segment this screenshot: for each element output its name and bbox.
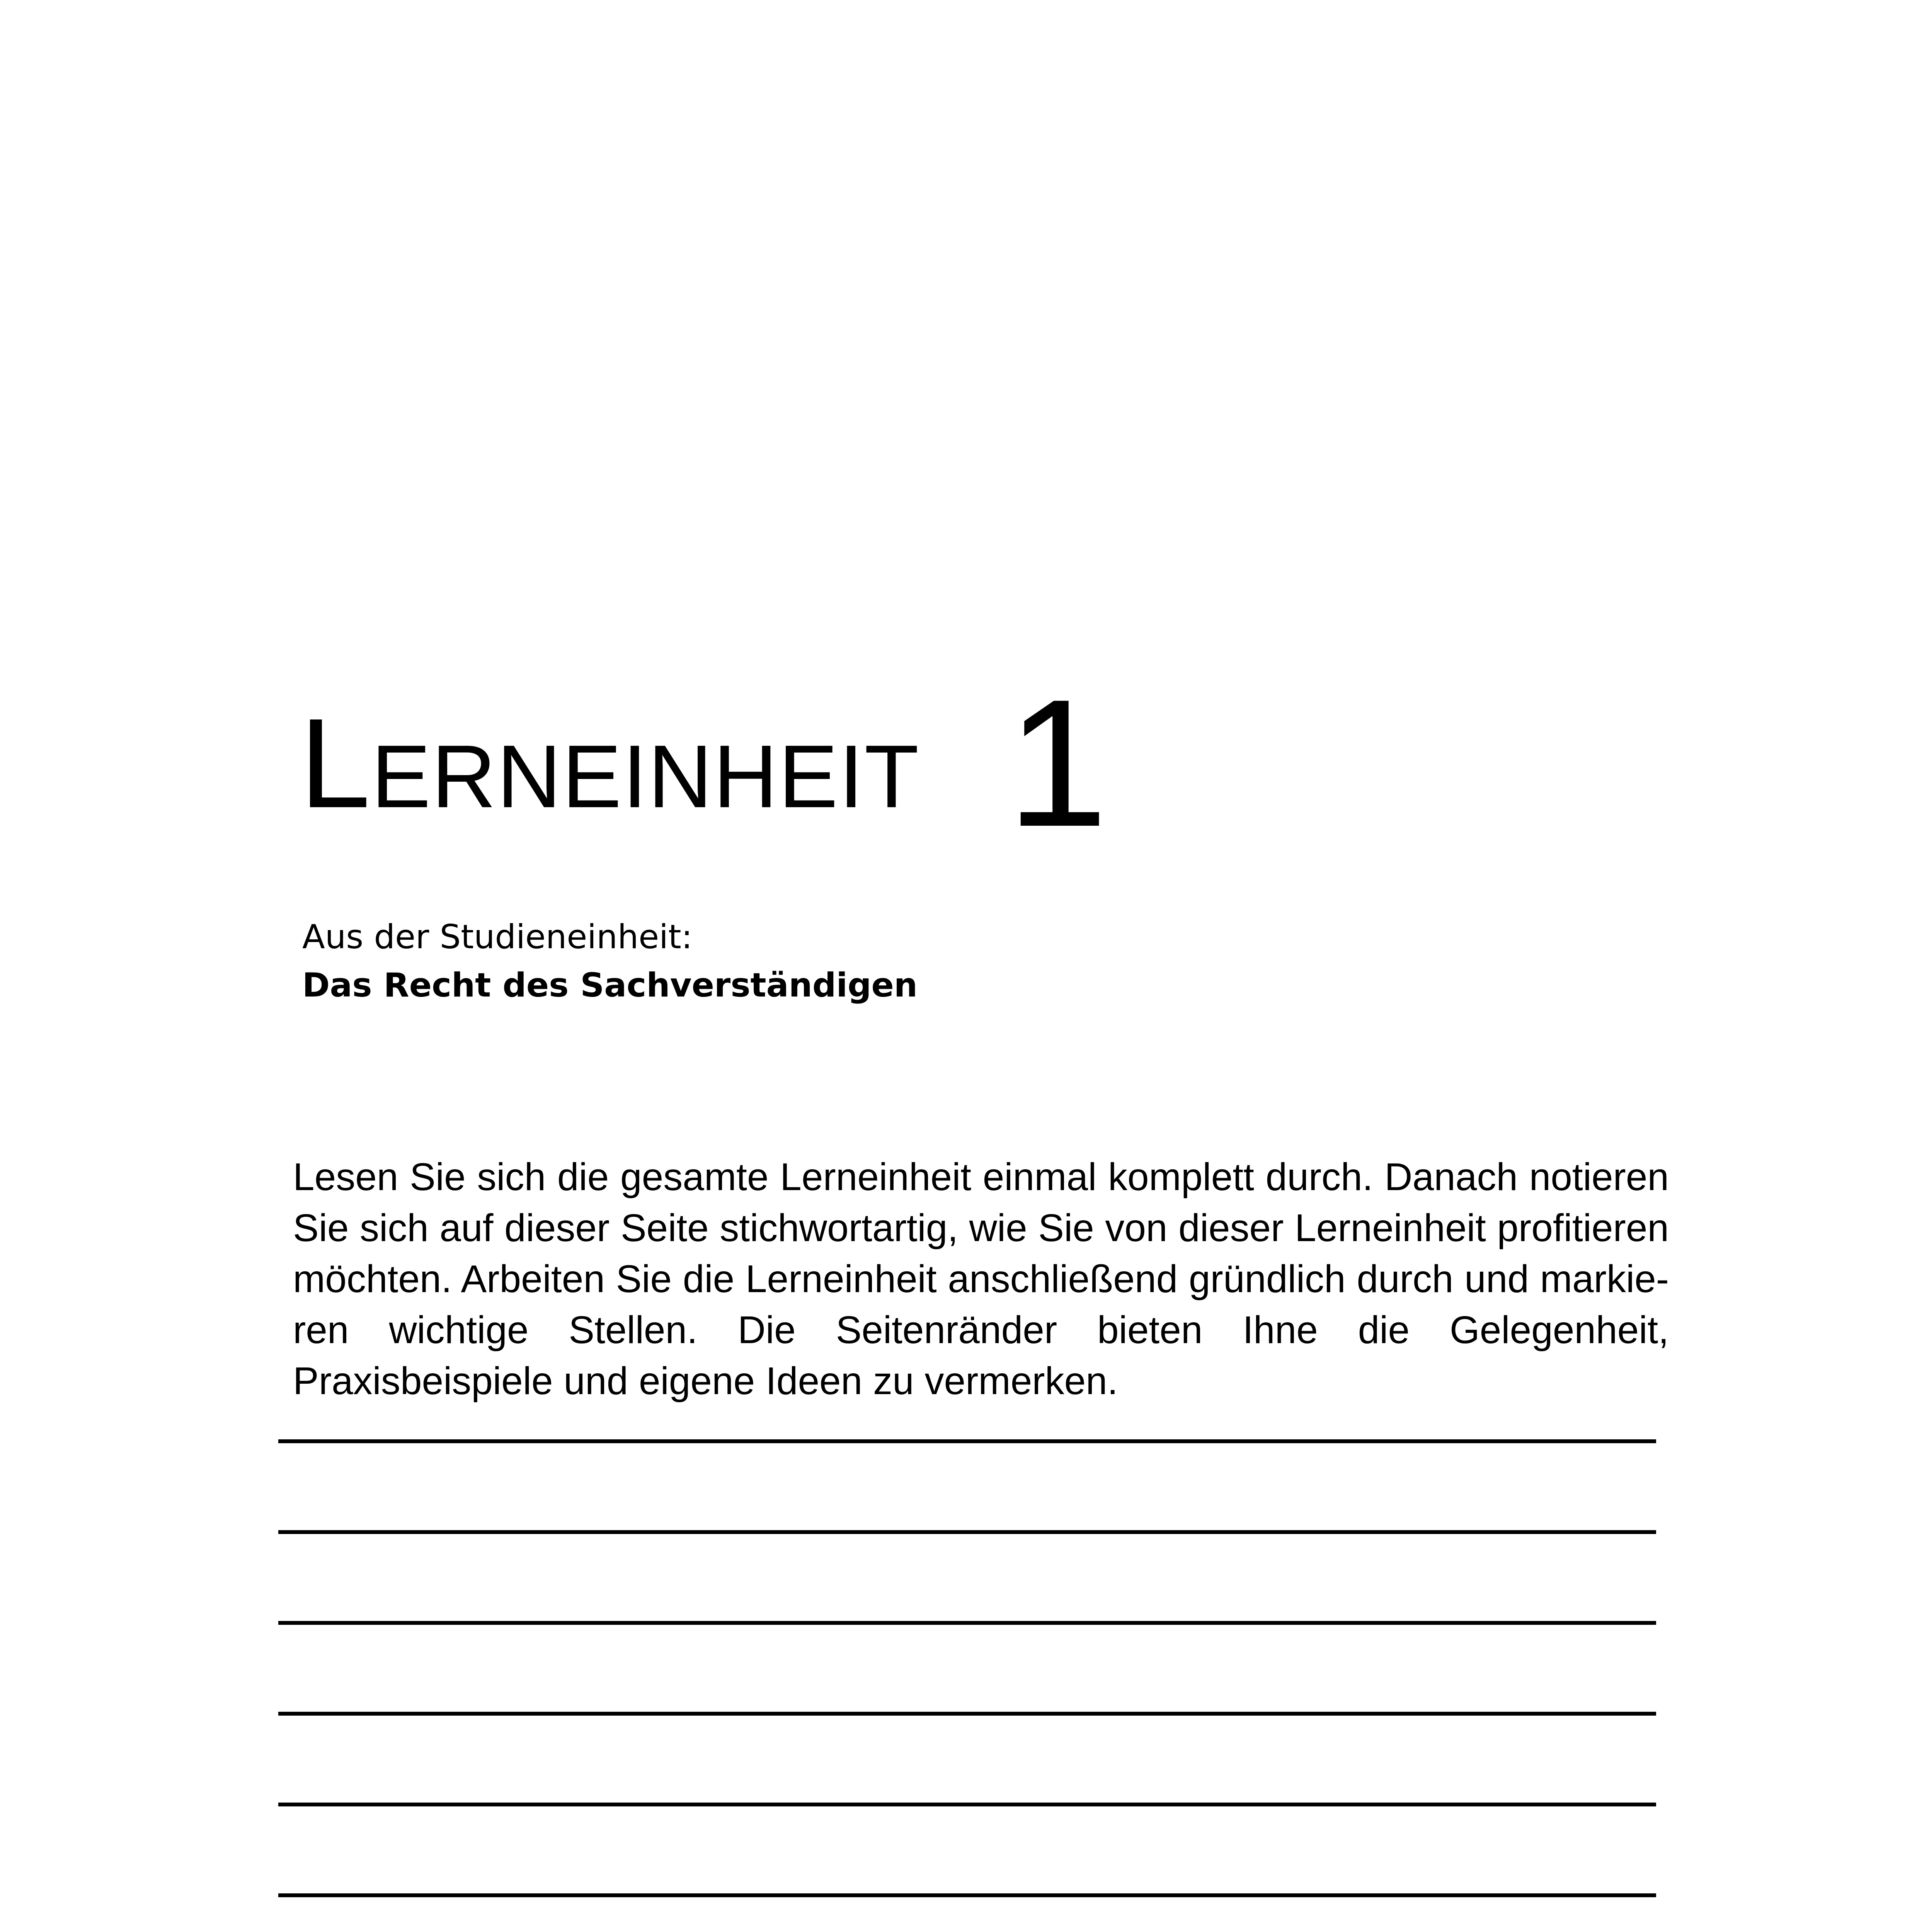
notes-line-5 [278,1803,1656,1806]
unit-heading-word: Lerneinheit [300,692,920,834]
notes-line-4 [278,1712,1656,1716]
notes-line-1 [278,1439,1656,1443]
unit-number: 1 [1007,662,1108,864]
notes-line-6 [278,1893,1656,1897]
instructions-paragraph: Lesen Sie sich die gesamte Lerneinheit einmal komplett durch. Danach notieren Sie sich auf dieser Seite stichwortartig, wie Sie von dieser Lerneinheit profitieren möchten. Arbeiten Sie die Lerneinheit anschließend gründlich durch und markie-ren wichtige Stellen. Die Seitenränder bieten Ihne die Gelegenheit, Praxisbeispiele und eigene Ideen zu vermerken. [293,1155,1669,1403]
notes-line-3 [278,1621,1656,1625]
source-unit-label: Aus der Studieneinheit: [302,918,693,956]
notes-line-2 [278,1530,1656,1534]
source-unit-title: Das Recht des Sachverständigen [302,966,918,1005]
